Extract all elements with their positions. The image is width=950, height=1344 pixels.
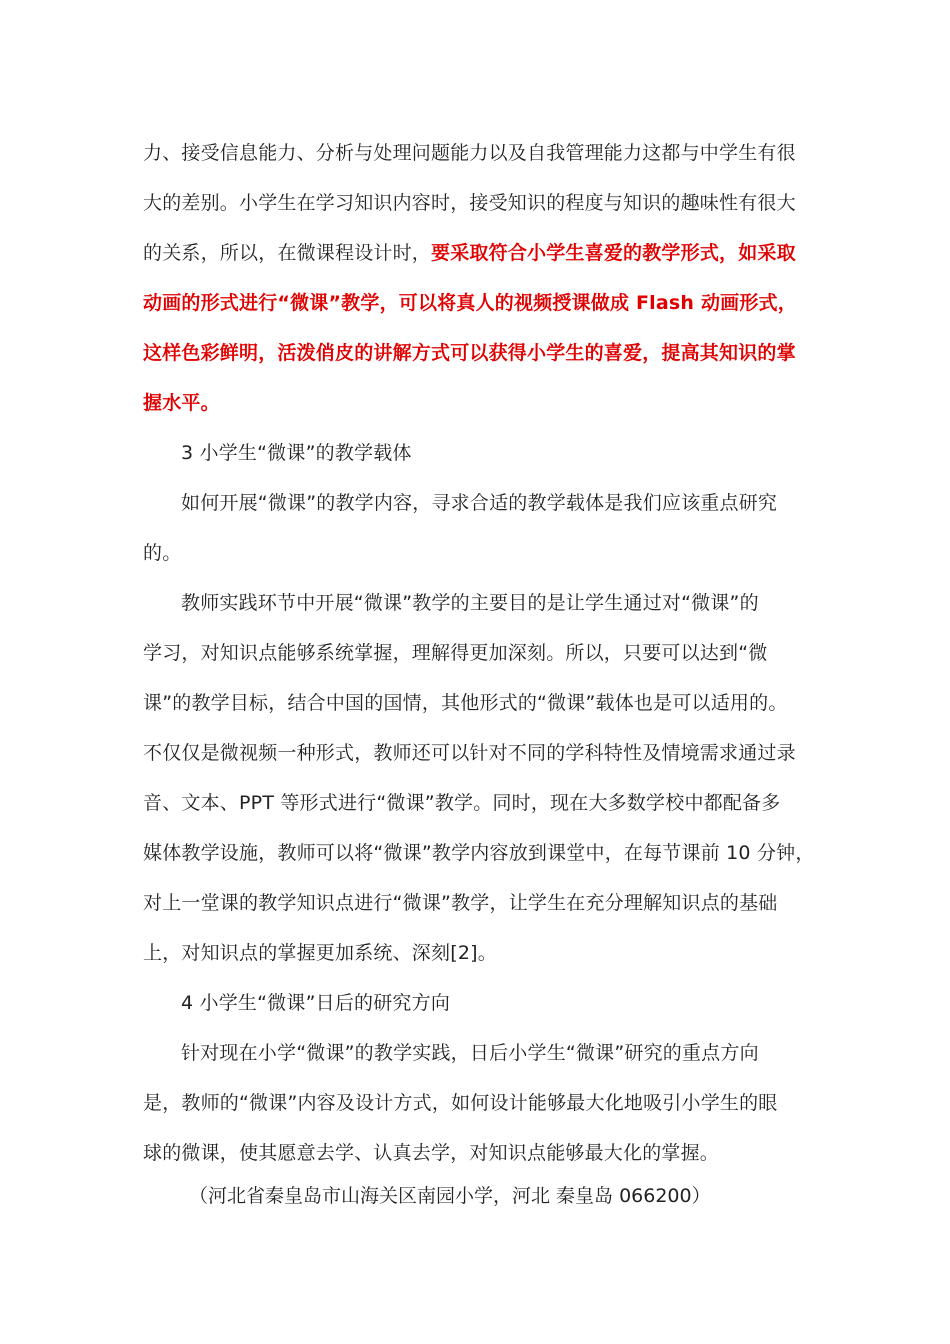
- text-line: 上，对知识点的掌握更加系统、深刻[2]。: [143, 942, 497, 964]
- text-line: 力、接受信息能力、分析与处理问题能力以及自我管理能力这都与中学生有很: [143, 142, 796, 164]
- text-line: 是，教师的“微课”内容及设计方式，如何设计能够最大化地吸引小学生的眼: [143, 1092, 778, 1114]
- text-line-mixed: [143, 228, 808, 278]
- article-body: [143, 128, 815, 1178]
- highlighted-line: 动画的形式进行“微课”教学，可以将真人的视频授课做成 Flash 动画形式，: [143, 292, 797, 314]
- paragraph-learning-differences: [143, 128, 808, 428]
- text-line: 媒体教学设施，教师可以将“微课”教学内容放到课堂中，在每节课前 10 分钟，: [143, 842, 815, 864]
- text-line: 针对现在小学“微课”的教学实践，日后小学生“微课”研究的重点方向: [181, 1042, 759, 1064]
- text-line: 课”的教学目标，结合中国的国情，其他形式的“微课”载体也是可以适用的。: [143, 692, 788, 714]
- paragraph-teaching-practice: [143, 578, 815, 978]
- text-line: 不仅仅是微视频一种形式，教师还可以针对不同的学科特性及情境需求通过录: [143, 742, 796, 764]
- highlighted-text: 要采取符合小学生喜爱的教学形式，如采取: [431, 242, 796, 264]
- text-line: 教师实践环节中开展“微课”教学的主要目的是让学生通过对“微课”的: [181, 592, 759, 614]
- author-affiliation: （河北省秦皇岛市山海关区南园小学，河北 秦皇岛 066200）: [189, 1185, 711, 1207]
- section-heading-4: 4 小学生“微课”日后的研究方向: [181, 992, 451, 1014]
- plain-text: 的关系，所以，在微课程设计时，: [143, 242, 432, 264]
- highlighted-line: 握水平。: [143, 392, 220, 414]
- text-line: 音、文本、PPT 等形式进行“微课”教学。同时，现在大多数学校中都配备多: [143, 792, 781, 814]
- text-line: 学习，对知识点能够系统掌握，理解得更加深刻。所以，只要可以达到“微: [143, 642, 768, 664]
- text-line: 对上一堂课的教学知识点进行“微课”教学，让学生在充分理解知识点的基础: [143, 892, 778, 914]
- text-line: 的。: [143, 542, 182, 564]
- section-heading-3: 3 小学生“微课”的教学载体: [181, 442, 412, 464]
- paragraph-research-direction: [143, 1028, 808, 1178]
- paragraph-carrier-question: [143, 478, 808, 578]
- text-line: 大的差别。小学生在学习知识内容时，接受知识的程度与知识的趣味性有很大: [143, 192, 796, 214]
- highlighted-line: 这样色彩鲜明，活泼俏皮的讲解方式可以获得小学生的喜爱，提高其知识的掌: [143, 342, 796, 364]
- text-line: 如何开展“微课”的教学内容，寻求合适的教学载体是我们应该重点研究: [181, 492, 778, 514]
- text-line: 球的微课，使其愿意去学、认真去学，对知识点能够最大化的掌握。: [143, 1142, 720, 1164]
